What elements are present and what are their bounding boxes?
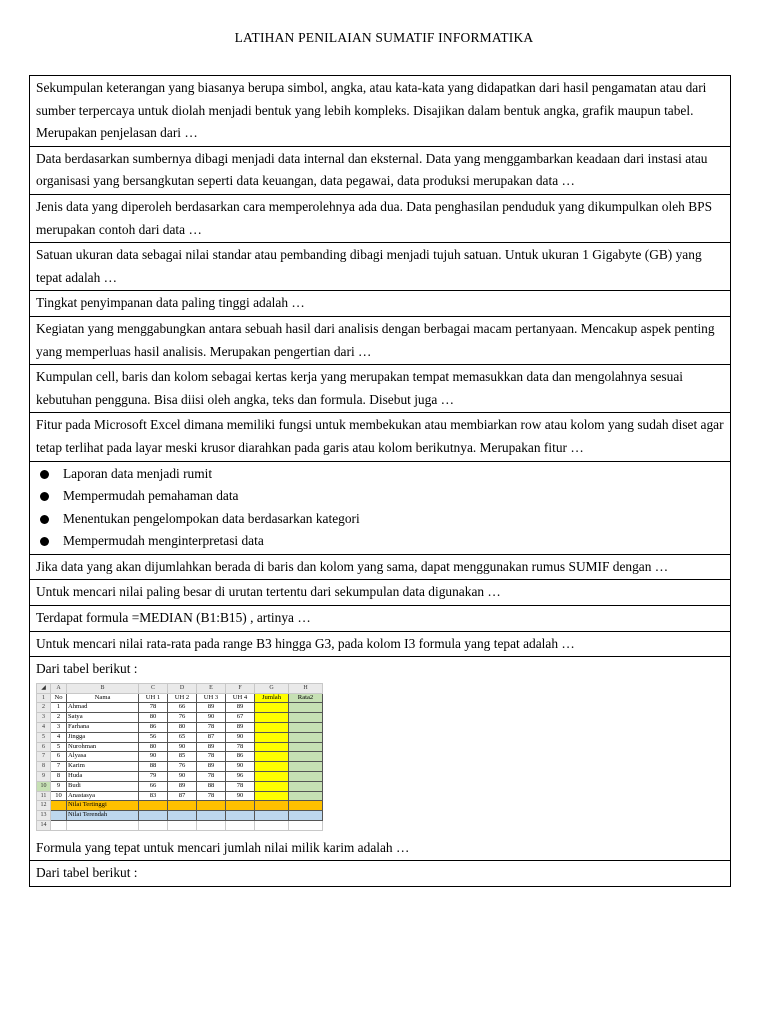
sheet-row [37, 772, 323, 782]
sheet-header-cell: No [51, 693, 67, 703]
sheet-jumlah-cell [255, 713, 289, 723]
sheet-row [37, 723, 323, 733]
sheet-row-number: 2 [37, 703, 51, 713]
sheet-data-cell: 66 [139, 781, 168, 791]
sheet-column-letter: A [51, 683, 67, 693]
sheet-column-header-row [37, 683, 323, 693]
sheet-data-cell: 5 [51, 742, 67, 752]
question-text: Sekumpulan keterangan yang biasanya berupa simbol, angka, atau kata-kata yang didapatkan dari hasil pengamatan atau dari sumber terpercaya untuk diolah menjadi bentuk yang lebih kompleks. Disajikan dalam bentuk angka, grafik maupun tabel. Merupakan penjelasan dari … [36, 80, 707, 141]
sheet-data-cell: 83 [139, 791, 168, 801]
question-text: Jenis data yang diperoleh berdasarkan cara memperolehnya ada dua. Data penghasilan penduduk yang dikumpulkan oleh BPS merupakan contoh dari data … [36, 198, 713, 237]
sheet-empty-cell [197, 821, 226, 831]
question-14 [30, 861, 730, 886]
sheet-row-number: 7 [37, 752, 51, 762]
sheet-footer-cell [168, 811, 197, 821]
sheet-jumlah-cell [255, 762, 289, 772]
sheet-row-number: 14 [37, 821, 51, 831]
spreadsheet-image [36, 683, 342, 831]
sheet-data-cell: Alyasa [67, 752, 139, 762]
sheet-row-number: 4 [37, 723, 51, 733]
sheet-data-cell: 89 [226, 703, 255, 713]
sheet-data-cell: Huda [67, 772, 139, 782]
sheet-footer-cell [139, 811, 168, 821]
sheet-empty-cell [51, 821, 67, 831]
sheet-row-number: 9 [37, 772, 51, 782]
sheet-data-cell: 86 [139, 723, 168, 733]
sheet-data-cell: Anastasya [67, 791, 139, 801]
sheet-data-cell: 78 [197, 752, 226, 762]
sheet-data-cell: Nurohman [67, 742, 139, 752]
sheet-data-cell: Ahmad [67, 703, 139, 713]
question-text: Formula yang tepat untuk mencari jumlah nilai milik karim adalah … [36, 839, 410, 855]
sheet-row [37, 742, 323, 752]
sheet-rata-cell [289, 713, 323, 723]
sheet-data-cell: 9 [51, 781, 67, 791]
sheet-empty-cell [255, 821, 289, 831]
sheet-row-number: 10 [37, 781, 51, 791]
sheet-footer-cell [226, 801, 255, 811]
sheet-data-cell: 66 [168, 703, 197, 713]
sheet-row [37, 791, 323, 801]
question-8 [30, 413, 730, 461]
sheet-footer-cell [255, 811, 289, 821]
sheet-data-cell: 89 [197, 742, 226, 752]
sheet-data-cell: 90 [168, 772, 197, 782]
sheet-data-cell: 80 [139, 742, 168, 752]
sheet-column-letter: G [255, 683, 289, 693]
sheet-data-cell: 89 [197, 762, 226, 772]
sheet-footer-label: Nilai Terendah [67, 811, 139, 821]
sheet-data-cell: 78 [197, 772, 226, 782]
question-text: Fitur pada Microsoft Excel dimana memiliki fungsi untuk membekukan atau membiarkan row atau kolom yang sudah diset agar tetap terlihat pada layar meski krusor diarahkan pada garis atau kolom berikutnya. Merupakan fitur … [36, 417, 724, 455]
sheet-corner: ◢ [37, 683, 51, 693]
sheet-data-cell: 78 [139, 703, 168, 713]
sheet-jumlah-cell [255, 742, 289, 752]
sheet-row [37, 703, 323, 713]
sheet-row [37, 752, 323, 762]
sheet-column-letter: D [168, 683, 197, 693]
sheet-data-cell: Budi [67, 781, 139, 791]
question-5 [30, 291, 730, 317]
sheet-data-cell: 90 [226, 762, 255, 772]
page-title: LATIHAN PENILAIAN SUMATIF INFORMATIKA [234, 30, 534, 45]
sheet-column-letter: H [289, 683, 323, 693]
sheet-row-number: 5 [37, 732, 51, 742]
sheet-data-cell: 89 [168, 781, 197, 791]
sheet-row [37, 713, 323, 723]
sheet-data-cell: 88 [139, 762, 168, 772]
option-text: Mempermudah pemahaman data [63, 488, 239, 504]
sheet-data-cell: 88 [197, 781, 226, 791]
sheet-rata-cell [289, 742, 323, 752]
sheet-data-cell: 78 [226, 742, 255, 752]
sheet-data-cell: 7 [51, 762, 67, 772]
sheet-data-cell: 96 [226, 772, 255, 782]
question-13 [30, 657, 730, 861]
sheet-data-cell: 65 [168, 732, 197, 742]
sheet-row [37, 762, 323, 772]
sheet-data-cell: 87 [197, 732, 226, 742]
sheet-rata-cell [289, 703, 323, 713]
sheet-jumlah-cell [255, 772, 289, 782]
sheet-empty-cell [168, 821, 197, 831]
question-text: Untuk mencari nilai paling besar di urutan tertentu dari sekumpulan data digunakan … [36, 584, 501, 600]
sheet-data-cell: 1 [51, 703, 67, 713]
option-text: Mempermudah menginterpretasi data [63, 533, 264, 549]
sheet-row [37, 781, 323, 791]
sheet-footer-cell [168, 801, 197, 811]
sheet-data-cell: 90 [226, 732, 255, 742]
question-text: Jika data yang akan dijumlahkan berada di baris dan kolom yang sama, dapat menggunakan rumus SUMIF dengan … [36, 558, 669, 574]
bullet-icon [40, 515, 49, 524]
sheet-row [37, 821, 323, 831]
question-text: Satuan ukuran data sebagai nilai standar atau pembanding dibagi menjadi tujuh satuan. Untuk ukuran 1 Gigabyte (GB) yang tepat adalah … [36, 247, 702, 285]
sheet-jumlah-cell [255, 752, 289, 762]
sheet-data-cell: 76 [168, 762, 197, 772]
question-text: Data berdasarkan sumbernya dibagi menjadi data internal dan eksternal. Data yang menggambarkan keadaan dari instasi atau organisasi yang bersangkutan seperti data keuangan, data pegawai, data produksi merupakan data … [36, 150, 708, 189]
sheet-rata-cell [289, 752, 323, 762]
sheet-data-cell: 85 [168, 752, 197, 762]
sheet-footer-cell [139, 801, 168, 811]
sheet-empty-cell [67, 821, 139, 831]
sheet-data-cell: 10 [51, 791, 67, 801]
sheet-data-cell: 80 [139, 713, 168, 723]
sheet-data-cell: 89 [197, 703, 226, 713]
spreadsheet-table [36, 683, 323, 831]
sheet-row [37, 693, 323, 703]
option-item [36, 508, 724, 531]
question-text: Untuk mencari nilai rata-rata pada range B3 hingga G3, pada kolom I3 formula yang tepat adalah … [36, 635, 575, 651]
question-intro: Dari tabel berikut : [36, 661, 138, 677]
sheet-column-letter: C [139, 683, 168, 693]
question-11 [30, 606, 730, 632]
question-text: Tingkat penyimpanan data paling tinggi adalah … [36, 295, 305, 311]
sheet-footer-cell [255, 801, 289, 811]
sheet-row [37, 732, 323, 742]
sheet-data-cell: 89 [226, 723, 255, 733]
question-text: Kegiatan yang menggabungkan antara sebuah hasil dari analisis dengan berbagai macam pertanyaan. Mencakup aspek penting yang memperluas hasil analisis. Merupakan pengertian dari … [36, 320, 715, 359]
sheet-column-letter: F [226, 683, 255, 693]
sheet-row-number: 8 [37, 762, 51, 772]
question-9 [30, 555, 730, 581]
sheet-header-cell: Jumlah [255, 693, 289, 703]
sheet-rata-cell [289, 791, 323, 801]
question-text: Dari tabel berikut : [36, 865, 138, 881]
sheet-footer-cell [289, 801, 323, 811]
sheet-header-cell: UH 3 [197, 693, 226, 703]
option-item [36, 530, 724, 553]
sheet-row [37, 811, 323, 821]
sheet-jumlah-cell [255, 732, 289, 742]
answer-options [30, 462, 730, 555]
sheet-data-cell: 90 [168, 742, 197, 752]
option-text: Laporan data menjadi rumit [63, 465, 213, 481]
sheet-row-number: 12 [37, 801, 51, 811]
question-table [29, 75, 731, 887]
sheet-data-cell: 87 [168, 791, 197, 801]
sheet-header-cell: UH 1 [139, 693, 168, 703]
sheet-header-cell: UH 2 [168, 693, 197, 703]
sheet-data-cell: Satya [67, 713, 139, 723]
sheet-column-letter: B [67, 683, 139, 693]
sheet-row-number: 3 [37, 713, 51, 723]
sheet-data-cell: 90 [197, 713, 226, 723]
question-1 [30, 76, 730, 147]
sheet-data-cell: Jingga [67, 732, 139, 742]
option-item [36, 485, 724, 508]
sheet-empty-cell [289, 821, 323, 831]
sheet-row-number: 13 [37, 811, 51, 821]
sheet-rata-cell [289, 732, 323, 742]
sheet-row [37, 801, 323, 811]
sheet-rata-cell [289, 781, 323, 791]
sheet-data-cell: Farhana [67, 723, 139, 733]
sheet-empty-cell [226, 821, 255, 831]
sheet-data-cell: 86 [226, 752, 255, 762]
sheet-footer-cell [51, 801, 67, 811]
bullet-icon [40, 537, 49, 546]
bullet-icon [40, 492, 49, 501]
question-text: Kumpulan cell, baris dan kolom sebagai kertas kerja yang merupakan tempat memasukkan data dan mengolahnya sesuai kebutuhan pengguna. Bisa diisi oleh angka, teks dan formula. Disebut juga … [36, 369, 684, 407]
sheet-data-cell: 78 [197, 723, 226, 733]
sheet-row-number: 6 [37, 742, 51, 752]
sheet-jumlah-cell [255, 723, 289, 733]
sheet-footer-cell [197, 811, 226, 821]
question-text: Terdapat formula =MEDIAN (B1:B15) , artinya … [36, 610, 311, 626]
sheet-row-number: 11 [37, 791, 51, 801]
sheet-jumlah-cell [255, 791, 289, 801]
sheet-data-cell: 79 [139, 772, 168, 782]
bullet-icon [40, 470, 49, 479]
sheet-data-cell: 80 [168, 723, 197, 733]
sheet-data-cell: 8 [51, 772, 67, 782]
sheet-data-cell: 67 [226, 713, 255, 723]
sheet-data-cell: 90 [226, 791, 255, 801]
sheet-data-cell: 3 [51, 723, 67, 733]
option-item [36, 463, 724, 486]
sheet-jumlah-cell [255, 703, 289, 713]
sheet-footer-cell [289, 811, 323, 821]
sheet-rata-cell [289, 723, 323, 733]
sheet-header-cell: Nama [67, 693, 139, 703]
sheet-empty-cell [139, 821, 168, 831]
sheet-data-cell: 78 [197, 791, 226, 801]
sheet-data-cell: 56 [139, 732, 168, 742]
sheet-data-cell: 6 [51, 752, 67, 762]
sheet-data-cell: 76 [168, 713, 197, 723]
option-text: Menentukan pengelompokan data berdasarkan kategori [63, 510, 360, 526]
question-10 [30, 580, 730, 606]
sheet-jumlah-cell [255, 781, 289, 791]
sheet-data-cell: Karim [67, 762, 139, 772]
sheet-header-cell: Rata2 [289, 693, 323, 703]
question-7 [30, 365, 730, 413]
sheet-data-cell: 78 [226, 781, 255, 791]
sheet-rata-cell [289, 772, 323, 782]
sheet-footer-cell [226, 811, 255, 821]
sheet-data-cell: 90 [139, 752, 168, 762]
sheet-data-cell: 2 [51, 713, 67, 723]
question-12 [30, 632, 730, 658]
sheet-rata-cell [289, 762, 323, 772]
sheet-header-cell: UH 4 [226, 693, 255, 703]
sheet-column-letter: E [197, 683, 226, 693]
question-2 [30, 147, 730, 195]
sheet-data-cell: 4 [51, 732, 67, 742]
question-6 [30, 317, 730, 365]
sheet-footer-cell [51, 811, 67, 821]
sheet-row-number: 1 [37, 693, 51, 703]
option-list [36, 463, 724, 553]
sheet-footer-cell [197, 801, 226, 811]
sheet-footer-label: Nilai Tertinggi [67, 801, 139, 811]
question-3 [30, 195, 730, 243]
question-4 [30, 243, 730, 291]
